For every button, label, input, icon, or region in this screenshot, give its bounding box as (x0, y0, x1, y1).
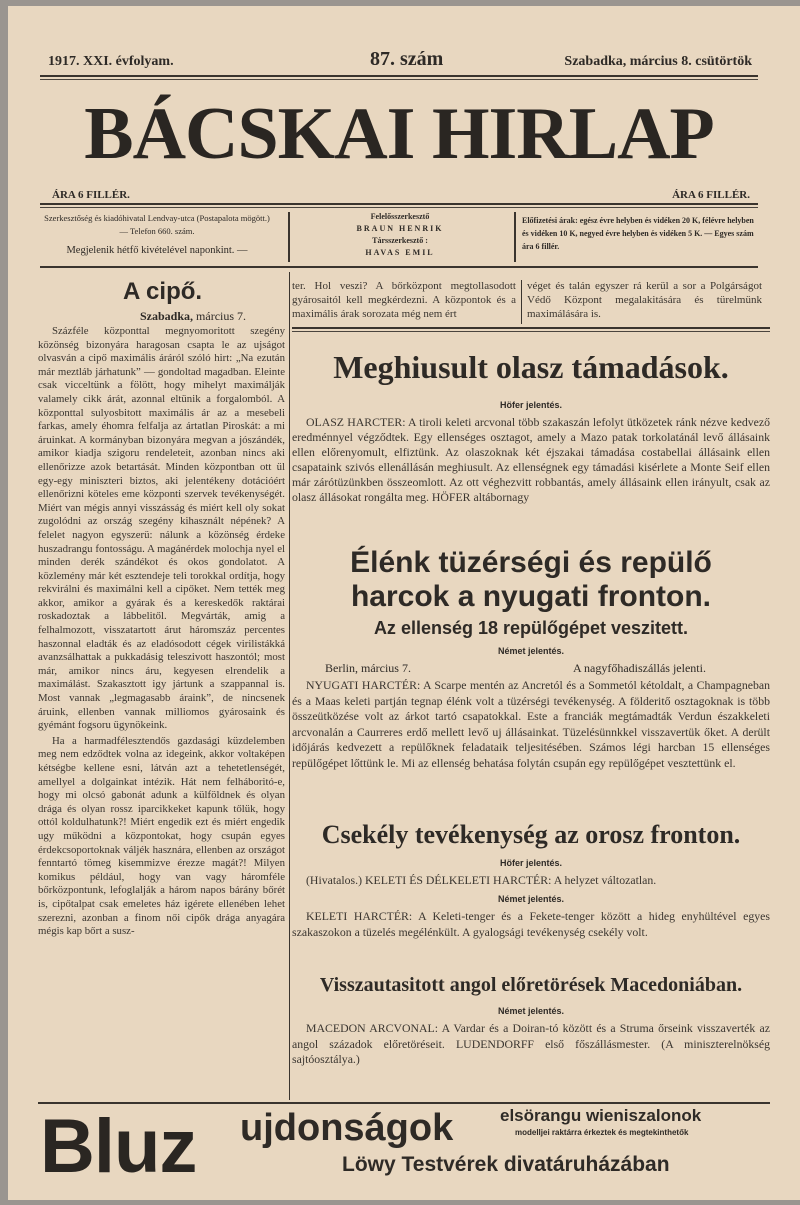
paragraph: OLASZ HARCTER: A tiroli keleti arcvonal több szakaszán lefolyt ütközetek ránk nézve kedvező eredménnyel végződtek. Egy ellenséges osztagot, amely a Mazo patak torkolatánál levő állásaink ellen előrenyomult, elfiztünk. Az olaszoknak két éjszakai támadása costabellai állásaink ellen csapataink szivós ellenállásán meghiusult. Az ellenségnek egy támadási kisérlete a Monte Seif ellen már zárótüzünkben összeomlott. Az ott véghezvitt robbantás, amely állásaink ellen irányult, csak az olasz állásokat rongálta meg. HÖFER altábornagy (292, 415, 770, 504)
dateline: Szabadka, március 8. csütörtök (564, 54, 752, 69)
info-divider-2 (514, 212, 516, 262)
masthead-rule (40, 203, 758, 205)
column-divider (289, 272, 290, 1100)
paragraph: MACEDON ARCVONAL: A Vardar és a Doiran-tó között és a Struma őrseink visszaverték az angol századok előretöréseit. LUDENDORFF első főszállásmester. (A miniszterelnökség sajtóosztálya.) (292, 1021, 770, 1066)
section-rule (292, 327, 770, 329)
dateline-date: március 7. (196, 309, 247, 323)
header-rule-thin (40, 79, 758, 80)
volume-label: 1917. XXI. évfolyam. (48, 54, 174, 69)
report-source: Német jelentés. (497, 646, 565, 656)
ad-line-store: Löwy Testvérek divatáruházában (342, 1153, 670, 1176)
report-source: Német jelentés. (497, 1006, 565, 1016)
dateline-hq: A nagyfőhadiszállás jelenti. (573, 661, 706, 675)
continuation-col1: ter. Hol veszi? A bőrközpont megtollasodott gyárosaitól kell megkérdezni. A központok és a maximális árak sorozata még nem ért (292, 280, 516, 320)
article-body-nyugati (292, 678, 770, 771)
editor-name: BRAUN HENRIK (356, 224, 444, 233)
headline-macedon: Visszautasitott angol előretörések Macedoniában. (319, 974, 743, 996)
paragraph: Ha a harmadfélesztendős gazdasági küzdelemben meg nem edződtek volna az idegeink, akkor voltaképen kétségbe kellene esni, látván azt a tehetetlenségét, amellyel a dolgainkat intézik. Hát nem felháboritó-e, hogy mi olcsó gabonát adunk a külföldnek és olyan drága és olyan rossz iparcikkeket kapunk tőlük, hogy ottól koldulhatunk?! Miért engedik ezt és miért engedik ugy működni a központokat, hogy csupán egyes érdekcsoportoknak váljék hasznára, ellenben az országot fenntartó tömeg kisemmizve érezze magát?! Milyen komikus például, hogy van vagy háromféle bőrközpontunk, lefoglalják a három napos bárány bőrét is, cipőtalpat csak emeletes ház igérete ellenében lehet szerezni, azonban a finom női cipők drága anyagára mégis kap bőrt a susz- (38, 734, 285, 938)
article-body-olasz (292, 415, 770, 505)
coeditor-label: Társszerkesztő : (372, 236, 428, 245)
article-body-orosz-2 (292, 909, 770, 940)
editor-label: Felelősszerkesztő (370, 212, 430, 221)
masthead-title: BÁCSKAI HIRLAP (84, 93, 714, 175)
ad-word-bluz: Bluz (40, 1104, 197, 1189)
headline-orosz: Csekély tevékenység az orosz fronton. (321, 820, 741, 849)
article-body-cipo (38, 325, 285, 939)
paragraph: (Hivatalos.) KELETI ÉS DÉLKELETI HARCTÉR: A helyzet változatlan. (306, 873, 657, 887)
issue-number: 87. szám (370, 48, 444, 70)
masthead-rule-thin (40, 207, 758, 208)
article-title-cipo: A cipő. (122, 278, 203, 305)
report-source: Höfer jelentés. (499, 400, 563, 410)
section-rule-thin (292, 331, 770, 332)
dateline-berlin: Berlin, március 7. (325, 661, 411, 675)
header-rule (40, 75, 758, 77)
ad-line-models: modelljei raktárra érkeztek és megtekinthetők (515, 1128, 689, 1137)
article-body-macedon (292, 1021, 770, 1068)
subheadline-nyugati: Az ellenség 18 repülőgépet veszitett. (373, 618, 689, 638)
paragraph: Százféle központtal megnyomoritott szegény közönség bizonyára haragosan csapta le az ujságot olvasván a cipő maximális áráról szóló hirt: „Na ezután már meztláb járhatunk” — gondoltad magadban. Eleinte csak vicceltünk a fölött, hogy mihelyt maximálják valamely cikk árát, azonnal eltünik a forgalomból. A központtal sulyosbitott maximális ár az a mesebeli farkas, amely éhomra felfalja az ártatlan Piroskát: a mi áruinkat. A kormányban bizonyára megvan a jószándék, amikor kiadja szigoru rendeleteit, azonban nincs aki ellenőrizze azok betartását. Minden központban ott ül egy-egy miniszteri biztos, aki jelentékeny dotációért ellenőrizni köteles eme központi szervek tevékenységét. Miért van mégis annyi visszásság és miért kell oly sokat zugolódni az ország szegény kihasznált népének? A felelet nagyon egyszerü: nálunk a közönség érdeke huszadrangu fontosságu. A magánérdek molochja nyel el minden derék szándékot és okos gondolatot. A közlemény már két esztendeje teli torokkal ordítja, hogy rekvirálni és maximálni kell a cipőket. Nem tették meg akkor, amikor a gyárak és a kereskedők raktárai roskadoztak a lábbelitől. Megvárták, amig a felhalmozott, visszatartott árut háromszáz percentes haszonnal eladták és az eladósodott cégek virilistákká avanzsálhattak a pukkadásig teleszivott haszontól; most már, amikor nincs áru, kegyesen elrendelik a maximálást. Szakasztott igy jártunk a szappannal is. Most vannak „legmagasabb áraink”, de nincsenek áruink, ellenben vannak milliomos gyárosaink és gyémánt fogsoru ügynökeink. (38, 325, 285, 732)
article-body-orosz-1 (292, 873, 770, 889)
article-dateline-cipo (140, 309, 246, 324)
editorial-address: Szerkesztőség és kiadóhivatal Lendvay-utca (Postapalota mögött.) — Telefon 660. szám. (44, 213, 270, 236)
coeditor-name: HAVAS EMIL (365, 248, 435, 257)
info-box-staff (295, 211, 505, 259)
dateline-place: Szabadka, (140, 309, 194, 323)
continuation-col2: véget és talán egyszer rá kerül a sor a Polgárságot Védő Központ megalakitására és türelmünk maximálására is. (527, 280, 762, 320)
paragraph: KELETI HARCTÉR: A Keleti-tenger és a Fekete-tenger között a hideg enyhültével egyes szakaszokon a tüzelés megélénkült. A gyalogsági tevékenység csekély volt. (292, 909, 770, 939)
publication-schedule: Megjelenik hétfő kivételével naponkint. — (66, 245, 248, 256)
headline-nyugati-line2: harcok a nyugati fronton. (350, 580, 712, 613)
continuation-divider (521, 280, 522, 324)
info-rule (40, 266, 758, 268)
price-right: ÁRA 6 FILLÉR. (672, 189, 750, 201)
info-divider-1 (288, 212, 290, 262)
headline-nyugati-line1: Élénk tüzérségi és repülő (350, 546, 712, 579)
headline-nyugati (292, 546, 770, 614)
headline-olasz: Meghiusult olasz támadások. (333, 349, 729, 385)
price-left: ÁRA 6 FILLÉR. (52, 189, 130, 201)
report-source: Höfer jelentés. (499, 858, 563, 868)
subscription-prices: Előfizetési árak: egész évre helyben és vidéken 20 K, félévre helyben és vidéken 10 K, negyed évre helyben és vidéken 5 K. — Egyes szám ára 6 fillér. (522, 216, 754, 251)
info-box-editorial (42, 212, 272, 257)
report-source: Német jelentés. (497, 894, 565, 904)
ad-line-salons: elsörangu wieniszalonok (500, 1106, 702, 1125)
ad-word-ujdonsagok: ujdonságok (240, 1107, 454, 1149)
paragraph: NYUGATI HARCTÉR: A Scarpe mentén az Ancretól és a Sommetól kétoldalt, a Champagneban és a Maas keleti partján tegnap élénk volt a tüzérségi tevékenység. A földeritő osztagoknak is több összeütközése volt az árkot tartó csapatokkal. Este a franciák megtámadták Verdun északkeleti arcvonalán a Caurreres erdő mellett levő uj állásainkat. Tüzelésünnkkel visszavertük őket. A derült időjárás kedvezett a repülőknek feladataik teljesitésében. Számos légi harcban 15 ellenséges repülőgépet lőttünk le. Mi az ellenség behatása folytán csupán egy repülőgépet vesztettünk el. (292, 678, 770, 770)
